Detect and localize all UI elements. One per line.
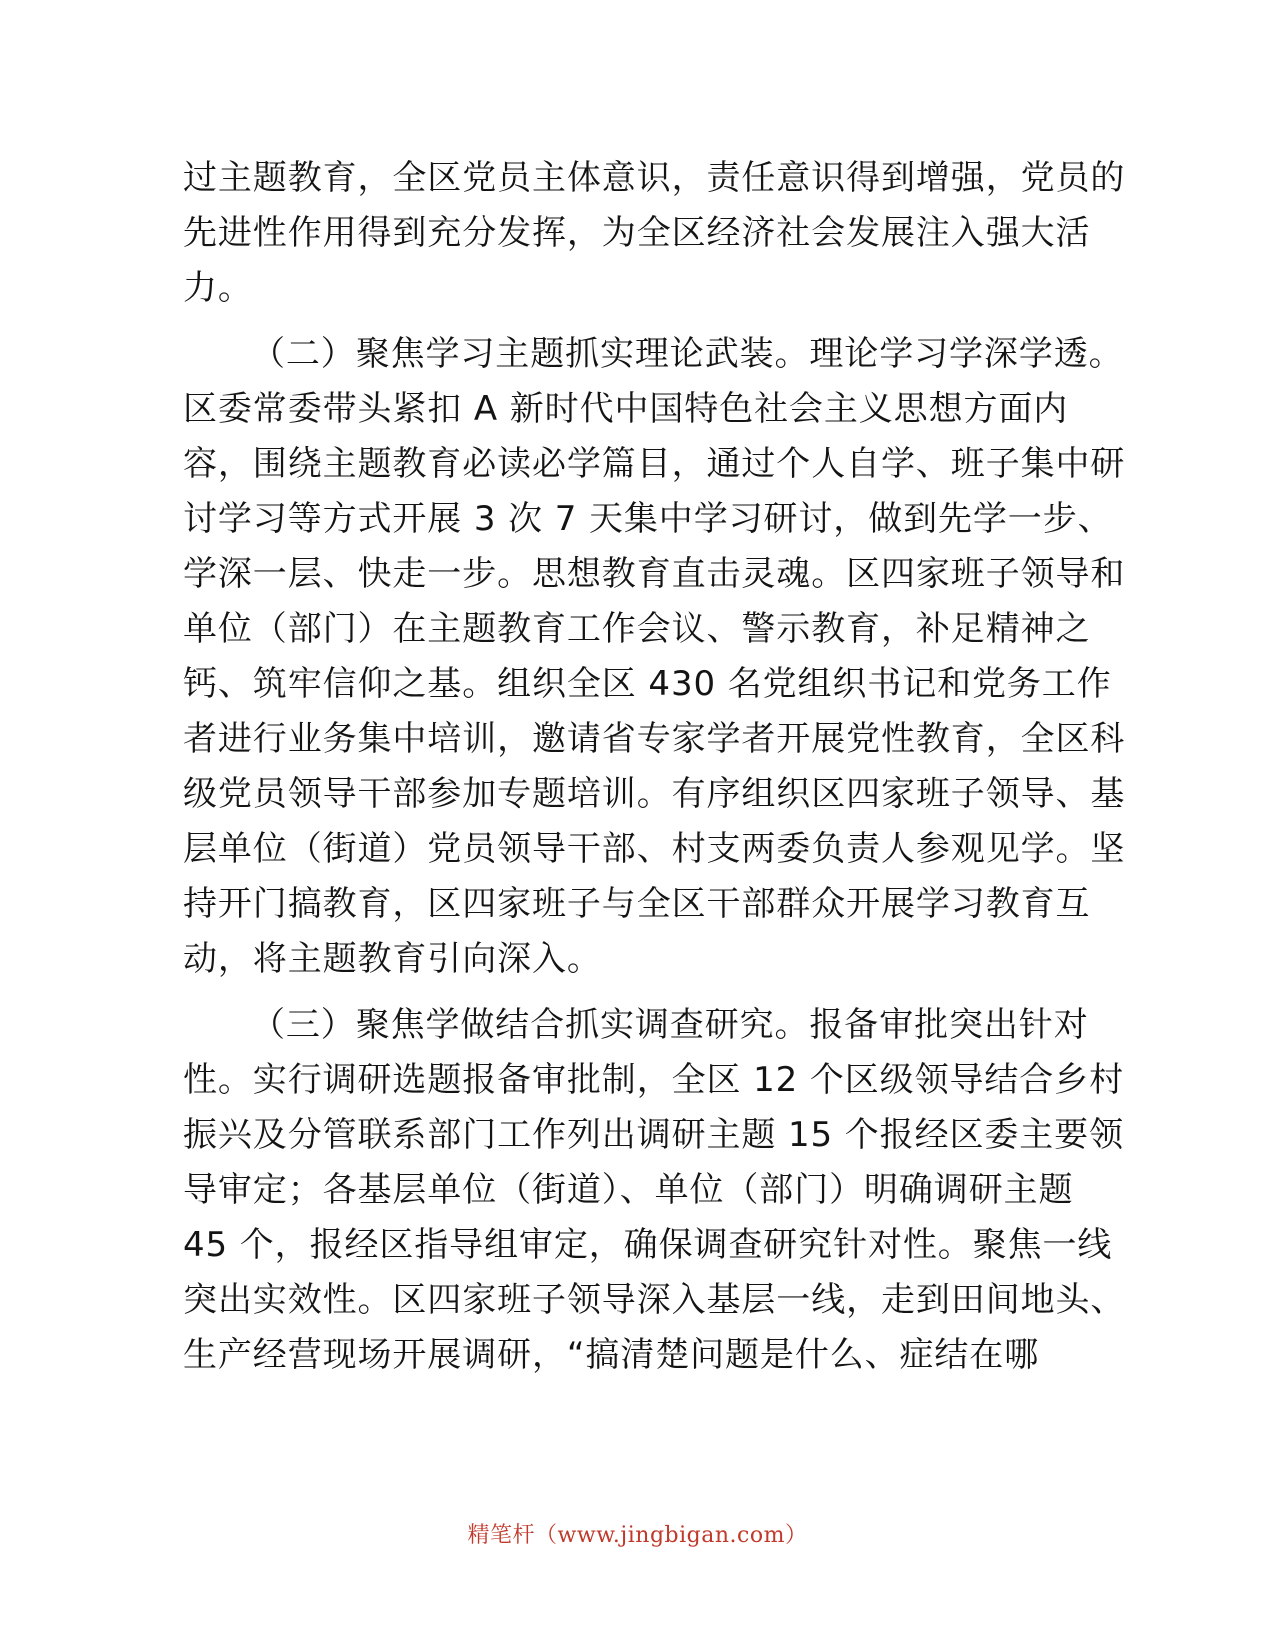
text-line: 振兴及分管联系部门工作列出调研主题 15 个报经区委主要领 <box>183 1115 1124 1155</box>
text-line: 45 个，报经区指导组审定，确保调查研究针对性。聚焦一线 <box>183 1225 1113 1265</box>
footer-watermark: 精笔杆（www.jingbigan.com） <box>467 1523 808 1548</box>
text-line: 持开门搞教育，区四家班子与全区干部群众开展学习教育互 <box>183 884 1091 924</box>
text-line: 突出实效性。区四家班子领导深入基层一线，走到田间地头、 <box>183 1280 1126 1320</box>
text-line: 性。实行调研选题报备审批制，全区 12 个区级领导结合乡村 <box>183 1060 1124 1100</box>
text-line: 容，围绕主题教育必读必学篇目，通过个人自学、班子集中研 <box>183 444 1126 484</box>
text-line: 钙、筑牢信仰之基。组织全区 430 名党组织书记和党务工作 <box>183 664 1112 704</box>
text-line: 层单位（街道）党员领导干部、村支两委负责人参观见学。坚 <box>183 829 1126 869</box>
text-line: 学深一层、快走一步。思想教育直击灵魂。区四家班子领导和 <box>183 554 1126 594</box>
text-line: 单位（部门）在主题教育工作会议、警示教育，补足精神之 <box>183 609 1091 649</box>
text-line: 者进行业务集中培训，邀请省专家学者开展党性教育，全区科 <box>183 719 1126 759</box>
section-heading-line: （三）聚焦学做结合抓实调查研究。报备审批突出针对 <box>251 1005 1089 1045</box>
text-line: 过主题教育，全区党员主体意识，责任意识得到增强，党员的 <box>183 158 1126 198</box>
text-line: 先进性作用得到充分发挥，为全区经济社会发展注入强大活 <box>183 213 1091 253</box>
text-line: 级党员领导干部参加专题培训。有序组织区四家班子领导、基 <box>183 774 1126 814</box>
text-line: 导审定；各基层单位（街道）、单位（部门）明确调研主题 <box>183 1170 1074 1210</box>
text-line: 讨学习等方式开展 3 次 7 天集中学习研讨，做到先学一步、 <box>183 499 1113 539</box>
text-line: 动，将主题教育引向深入。 <box>183 939 602 979</box>
text-line: 生产经营现场开展调研，“搞清楚问题是什么、症结在哪 <box>183 1335 1040 1375</box>
text-line: 力。 <box>183 268 253 308</box>
text-line: 区委常委带头紧扣 A 新时代中国特色社会主义思想方面内 <box>183 389 1069 429</box>
section-heading-line: （二）聚焦学习主题抓实理论武装。理论学习学深学透。 <box>251 334 1124 374</box>
